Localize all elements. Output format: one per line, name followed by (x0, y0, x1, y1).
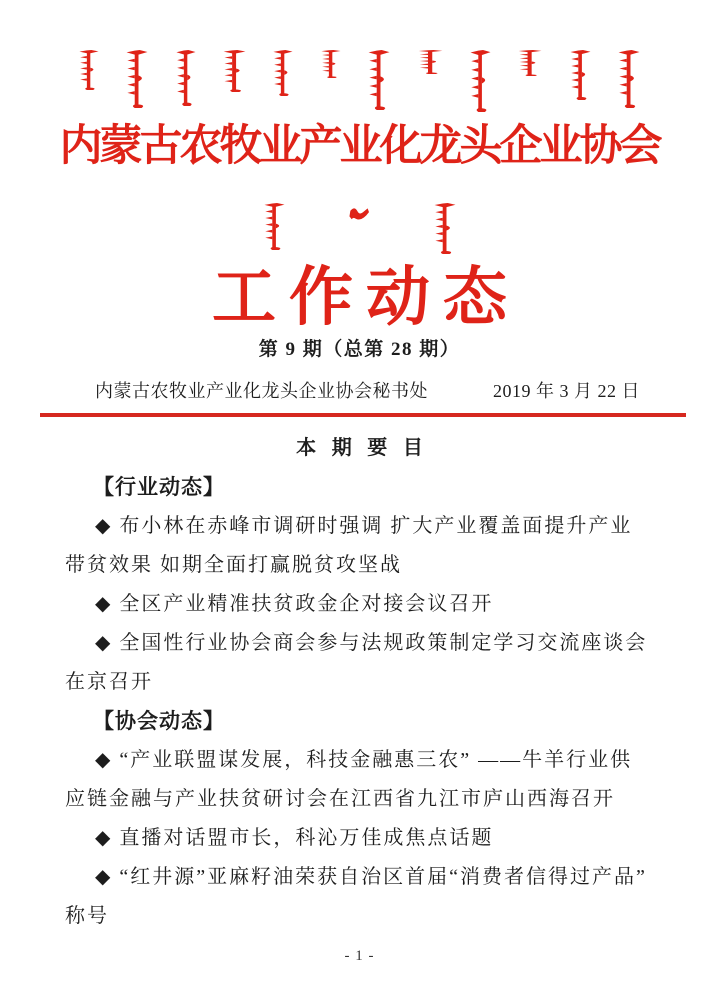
publish-date: 2019 年 3 月 22 日 (493, 381, 640, 401)
toc-item: ◆ 布小林在赤峰市调研时强调 扩大产业覆盖面提升产业 (95, 515, 633, 537)
toc-item: ◆ “产业联盟谋发展，科技金融惠三农” ——牛羊行业供 (95, 749, 633, 771)
mongolian-script-glyph-icon (320, 50, 341, 78)
toc-item: ◆ 直播对话盟市长，科沁万佳成焦点话题 (95, 827, 494, 849)
mongolian-script-glyph-icon (125, 50, 148, 108)
page-number: - 1 - (344, 948, 375, 964)
mongolian-script-glyph-icon (175, 50, 196, 106)
mongolian-script-glyph-icon (222, 50, 246, 92)
issue-number: 第 9 期（总第 28 期） (258, 339, 461, 360)
mongolian-script-glyph-icon (349, 207, 369, 222)
toc-section-industry: 【行业动态】 (93, 476, 225, 499)
toc-item-continuation: 在京召开 (65, 671, 153, 693)
mongolian-script-glyph-icon (78, 50, 99, 90)
toc-item-continuation: 称号 (65, 905, 109, 927)
association-name: 内蒙古农牧业产业化龙头企业协会 (59, 123, 660, 170)
mongolian-script-glyph-icon (569, 50, 591, 100)
toc-item-continuation: 带贫效果 如期全面打赢脱贫攻坚战 (65, 554, 402, 576)
mongolian-script-glyph-icon (617, 50, 640, 108)
mongolian-script-glyph-icon (272, 50, 293, 96)
publisher-row (95, 377, 640, 403)
mongolian-script-glyph-icon (367, 50, 390, 110)
toc-item-continuation: 应链金融与产业扶贫研讨会在江西省九江市庐山西海召开 (65, 788, 615, 810)
toc (65, 468, 648, 936)
publisher-name: 内蒙古农牧业产业化龙头企业协会秘书处 (95, 381, 428, 401)
toc-item: ◆ 全区产业精准扶贫政金企对接会议召开 (95, 593, 494, 615)
mongolian-script-glyph-icon (417, 50, 443, 74)
mongolian-script-row-top (78, 50, 640, 112)
toc-item: ◆ “红井源”亚麻籽油荣获自治区首届“消费者信得过产品” (95, 866, 647, 888)
mongolian-script-glyph-icon (517, 50, 542, 76)
mongolian-script-glyph-icon (469, 50, 491, 112)
mongolian-script-glyph-icon (263, 203, 285, 250)
bulletin-title: 工作动态 (212, 262, 520, 333)
toc-heading: 本 期 要 目 (296, 437, 428, 459)
toc-section-association: 【协会动态】 (93, 710, 225, 733)
toc-item: ◆ 全国性行业协会商会参与法规政策制定学习交流座谈会 (95, 632, 648, 654)
masthead-divider-rule (40, 413, 686, 417)
